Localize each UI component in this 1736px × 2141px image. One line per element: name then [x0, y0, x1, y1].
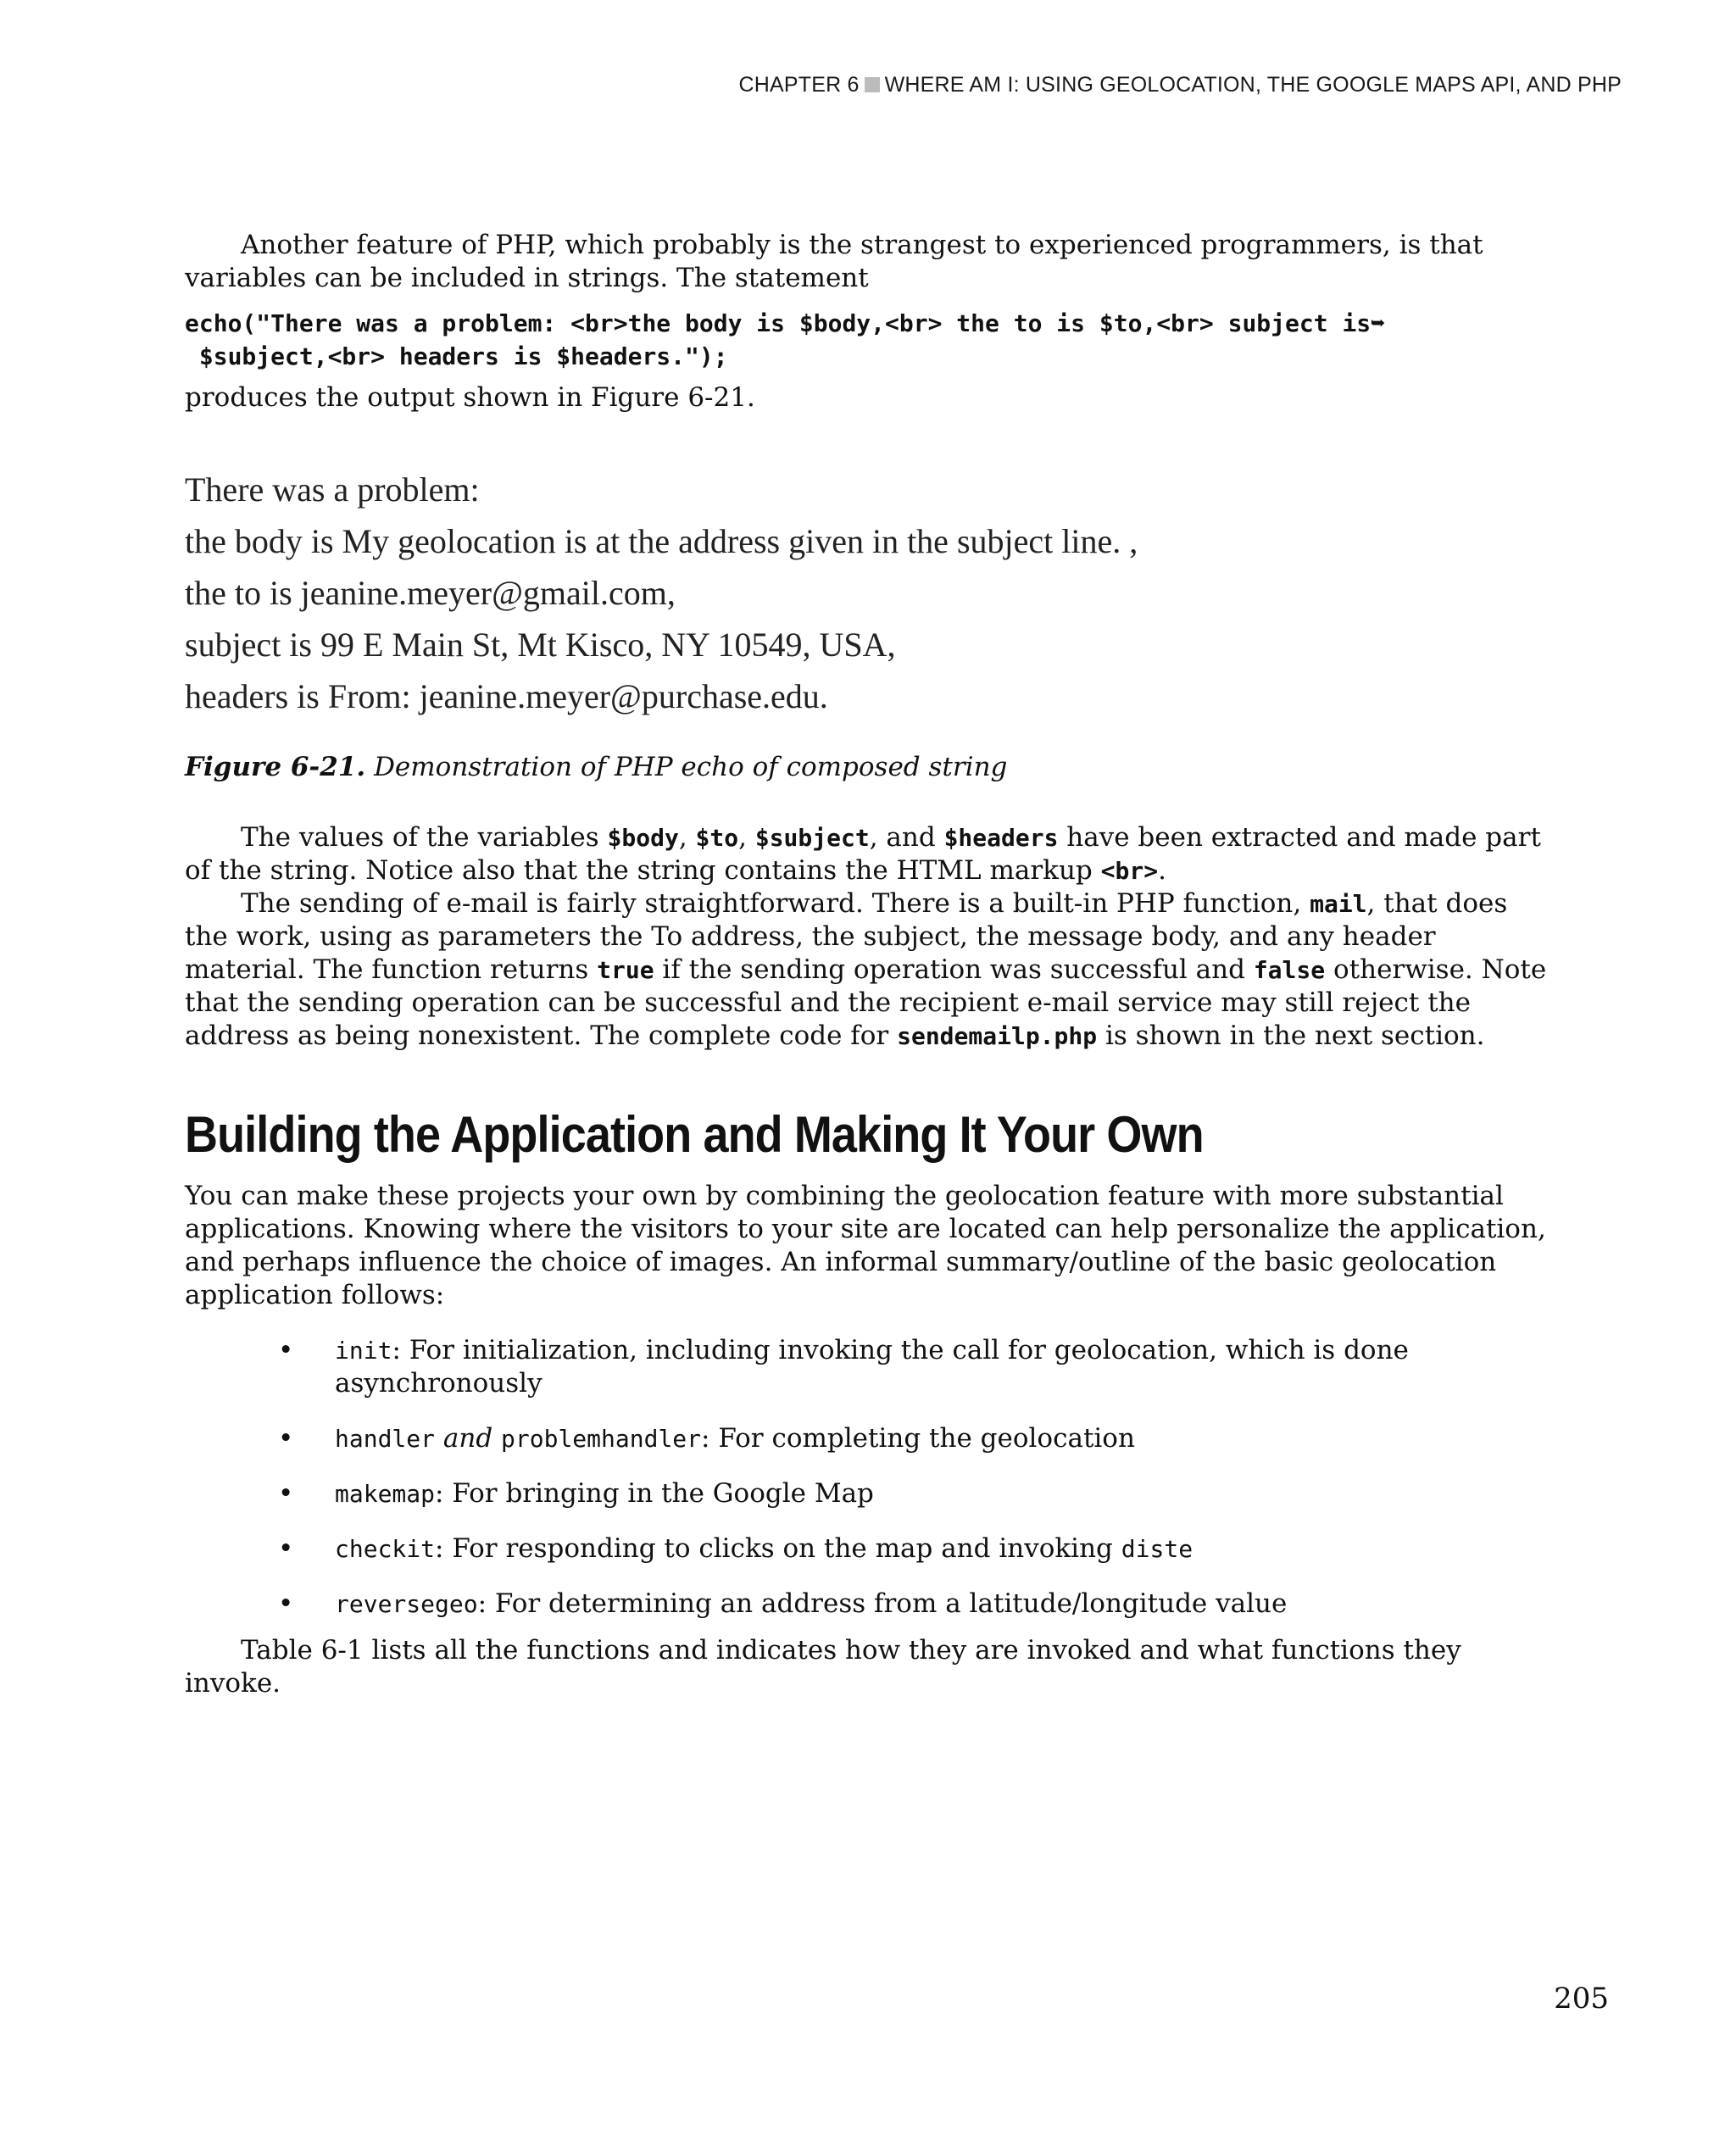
section-heading: Building the Application and Making It Your Own	[185, 1106, 1204, 1163]
code-function-name: makemap	[335, 1480, 436, 1508]
text-run: otherwise. Note that the sending operation can be successful and the recipient e-mail service may still reject the address as being nonexistent. The complete code for	[185, 954, 1547, 1051]
closing-paragraph: Table 6-1 lists all the functions and indicates how they are invoked and what functions they invoke.	[185, 1635, 1461, 1699]
chapter-title: WHERE AM I: USING GEOLOCATION, THE GOOGLE MAPS API, AND PHP	[884, 73, 1622, 97]
code-br-markup: <br>	[1100, 857, 1159, 885]
output-intro-paragraph: produces the output shown in Figure 6-21.	[185, 382, 755, 413]
text-run: .	[1158, 855, 1166, 886]
text-run: ,	[738, 822, 755, 853]
code-line-1: echo("There was a problem: <br>the body is $body,<br> the to is $to,<br> subject is	[185, 309, 1372, 337]
page-content	[185, 229, 1550, 1700]
figure-caption	[185, 751, 1550, 784]
running-header	[739, 73, 1622, 97]
list-item-text: : For completing the geolocation	[701, 1423, 1135, 1454]
bullet-icon: •	[278, 1533, 294, 1564]
list-item	[278, 1588, 1550, 1621]
section-intro-paragraph: You can make these projects your own by combining the geolocation feature with more substantial applications. Knowing where the visitors to your site are located can help personalize the application, and perhaps influence the choice of images. An informal summary/outline of the basic geolocation application follows:	[185, 1181, 1546, 1310]
header-separator-square	[865, 77, 880, 92]
text-run: if the sending operation was successful and	[654, 954, 1254, 985]
output-line: the to is jeanine.meyer@gmail.com,	[185, 574, 676, 612]
text-run: The values of the variables	[241, 822, 608, 853]
list-item-text: : For initialization, including invoking the call for geolocation, which is done asynchronously	[335, 1335, 1409, 1399]
code-to-variable: $to	[695, 824, 739, 852]
email-paragraph	[185, 887, 1550, 1053]
text-run: , that does the work, using as parameters the To address, the subject, the message body, and any header material. The function returns	[185, 888, 1508, 985]
list-item	[278, 1532, 1550, 1565]
bullet-icon: •	[278, 1335, 294, 1365]
list-item-text: : For bringing in the Google Map	[435, 1478, 874, 1509]
code-statement	[185, 307, 1550, 373]
code-headers-variable: $headers	[943, 824, 1059, 852]
list-item	[278, 1334, 1550, 1400]
chapter-label: CHAPTER 6	[738, 73, 860, 97]
code-filename: sendemailp.php	[897, 1022, 1098, 1050]
code-true: true	[597, 956, 654, 984]
code-subject-variable: $subject	[754, 824, 870, 852]
list-item-text: : For determining an address from a latitude/longitude value	[477, 1588, 1288, 1619]
code-function-name: problemhandler	[501, 1425, 702, 1453]
page-number: 205	[1554, 1982, 1609, 2016]
code-mail-function: mail	[1310, 890, 1367, 918]
function-outline-list	[185, 1334, 1550, 1621]
text-run: is shown in the next section.	[1097, 1020, 1485, 1051]
list-item-connector: and	[435, 1423, 502, 1454]
variables-paragraph	[185, 821, 1550, 887]
output-line: headers is From: jeanine.meyer@purchase.edu.	[185, 677, 828, 715]
text-run: have been extracted and made part of the string. Notice also that the string contains the HTML markup	[185, 822, 1541, 886]
figure-caption-text: Demonstration of PHP echo of composed string	[374, 752, 1008, 782]
text-run: The sending of e-mail is fairly straightforward. There is a built-in PHP function,	[241, 888, 1310, 919]
figure-caption-label: Figure 6-21.	[185, 752, 366, 782]
code-body-variable: $body	[607, 824, 679, 852]
code-line-2: $subject,<br> headers is $headers.");	[185, 342, 728, 370]
output-line: subject is 99 E Main St, Mt Kisco, NY 10549, USA,	[185, 626, 896, 664]
code-function-name: reversegeo	[335, 1590, 478, 1618]
text-run: ,	[678, 822, 696, 853]
text-run: , and	[869, 822, 944, 853]
code-false: false	[1253, 956, 1326, 984]
intro-paragraph: Another feature of PHP, which probably is the strangest to experienced programmers, is that variables can be included in strings. The statement	[185, 230, 1483, 293]
code-function-name: checkit	[335, 1535, 436, 1563]
code-function-name: handler	[335, 1425, 436, 1453]
list-item	[278, 1422, 1550, 1455]
bullet-icon: •	[278, 1588, 294, 1619]
code-function-name: init	[335, 1337, 392, 1365]
output-line: There was a problem:	[185, 470, 480, 509]
list-item-text: : For responding to clicks on the map and invoking	[435, 1533, 1121, 1564]
output-line: the body is My geolocation is at the address given in the subject line. ,	[185, 522, 1138, 560]
line-continuation-icon: ➥	[1371, 309, 1386, 337]
bullet-icon: •	[278, 1423, 294, 1454]
list-item	[278, 1477, 1550, 1510]
bullet-icon: •	[278, 1478, 294, 1509]
code-function-name: diste	[1121, 1535, 1194, 1563]
figure-screenshot-output	[185, 464, 1550, 722]
